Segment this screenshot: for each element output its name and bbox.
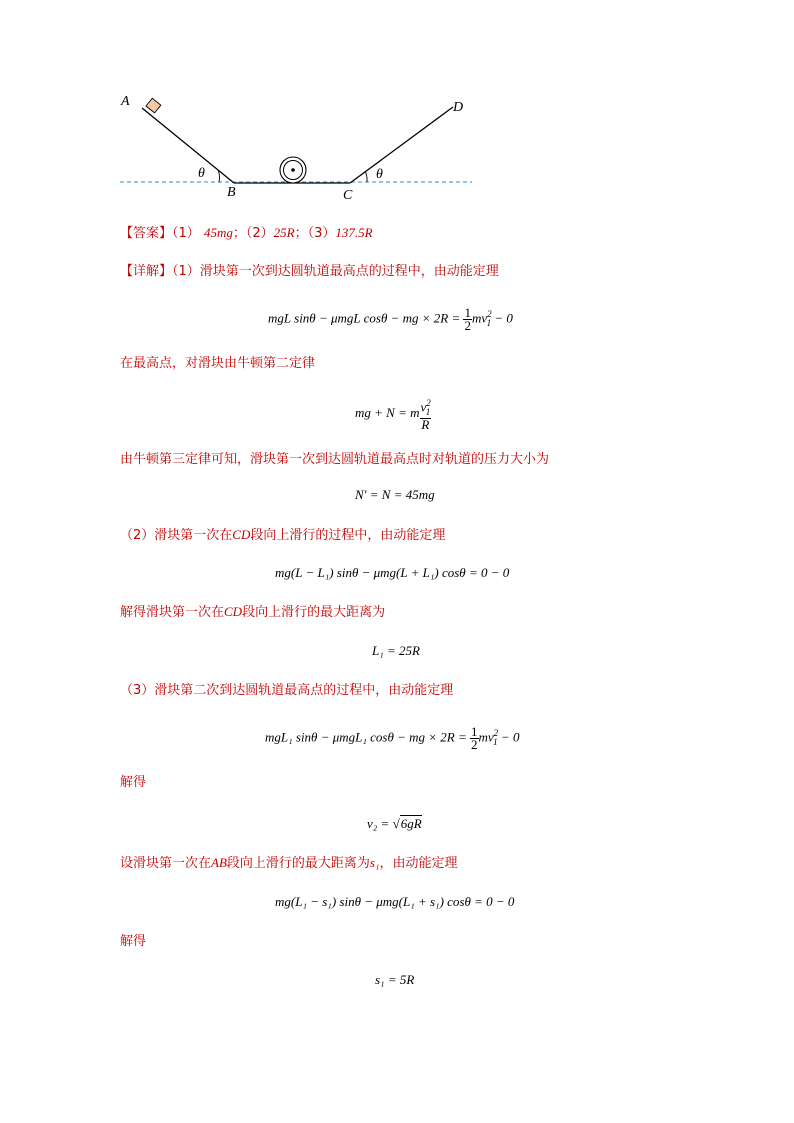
- equation-4: mg(L − L₁) sinθ − μmg(L + L₁) cosθ = 0 − 0: [275, 565, 510, 580]
- eq6-frac-den: 2: [471, 736, 478, 752]
- eq2-num-sub: 1: [425, 406, 431, 417]
- eq1-right: mv: [471, 310, 488, 326]
- text-7: 解得: [120, 775, 147, 790]
- eq6-fraction: [470, 723, 479, 752]
- slider-block: [146, 98, 161, 113]
- eq1-frac-num: 1: [464, 304, 471, 320]
- detail-intro: （1）滑块第一次到达圆轨道最高点的过程中，由动能定理: [172, 264, 499, 279]
- answer-sep1: ；: [232, 226, 246, 241]
- answer-line: [120, 224, 373, 243]
- answer-part1-val: 45mg: [203, 225, 233, 240]
- eq1-frac-den: 2: [464, 317, 471, 333]
- equation-5: L₁ = 25R: [372, 643, 420, 658]
- equation-7: [367, 815, 422, 833]
- point-c-label: C: [343, 188, 353, 203]
- text8-b: 段向上滑行的最大距离为: [226, 856, 370, 871]
- text-3: 由牛顿第三定律可知，滑块第一次到达圆轨道最高点时对轨道的压力大小为: [120, 452, 550, 467]
- sqrt-icon: √: [392, 816, 400, 831]
- answer-part2-val: 25R: [273, 225, 295, 240]
- answer-label: 【答案】: [120, 226, 173, 241]
- answer-sep2: ；: [294, 226, 308, 241]
- text-2: 在最高点，对滑块由牛顿第二定律: [120, 356, 316, 371]
- equation-6: [265, 724, 519, 751]
- eq2-left: mg + N = m: [355, 404, 420, 420]
- detail-label: 【详解】: [120, 264, 173, 279]
- eq1-left: mgL sinθ − μmgL cosθ − mg × 2R =: [268, 310, 461, 326]
- equation-2: [355, 397, 431, 431]
- text5-cd: CD: [224, 604, 243, 619]
- point-d-label: D: [453, 100, 464, 115]
- text-8: [120, 854, 458, 873]
- angle-right-label: θ: [376, 167, 383, 182]
- eq2-num-v: v: [420, 399, 427, 415]
- detail-intro-line: [120, 263, 499, 281]
- text4-cd: CD: [232, 527, 251, 542]
- text8-ab: AB: [211, 855, 227, 870]
- equation-1: [268, 305, 513, 332]
- text8-s: s₁: [369, 855, 380, 870]
- eq6-tail: − 0: [497, 729, 520, 745]
- eq7-radicand: 6gR: [400, 816, 422, 831]
- point-a-label: A: [121, 94, 130, 109]
- eq1-tail: − 0: [491, 310, 513, 326]
- incline-ab: [142, 108, 234, 183]
- answer-part1-num: （1）: [172, 226, 200, 241]
- text8-c: ，由动能定理: [379, 856, 458, 871]
- eq6-sub: 1: [493, 736, 498, 747]
- eq1-sub: 1: [486, 317, 492, 328]
- text5-b: 段向上滑行的最大距离为: [242, 605, 386, 620]
- text-5: [120, 603, 385, 622]
- angle-arc-right: [365, 171, 367, 182]
- eq2-num-sup: 2: [426, 398, 431, 408]
- text-9: 解得: [120, 934, 147, 949]
- answer-part3-val: 137.5R: [335, 225, 373, 240]
- eq6-right: mv: [478, 729, 494, 745]
- equation-3: N′ = N = 45mg: [355, 487, 435, 502]
- track-diagram: [110, 90, 490, 215]
- eq2-num: [420, 397, 432, 419]
- eq6-left: mgL₁ sinθ − μmgL₁ cosθ − mg × 2R =: [265, 729, 467, 745]
- text-6: （3）滑块第二次到达圆轨道最高点的过程中，由动能定理: [120, 683, 454, 698]
- eq1-sup: 2: [487, 309, 492, 319]
- circular-track: [280, 157, 306, 183]
- eq6-frac-num: 1: [471, 723, 478, 739]
- point-b-label: B: [227, 185, 236, 200]
- answer-part3-num: （3）: [307, 226, 336, 241]
- eq7-left: v₂ =: [367, 816, 393, 831]
- equation-8: mg(L₁ − s₁) sinθ − μmg(L₁ + s₁) cosθ = 0 − 0: [275, 894, 515, 909]
- eq1-fraction: [463, 304, 472, 333]
- eq6-sup: 2: [493, 728, 499, 738]
- answer-part2-num: （2）: [245, 226, 274, 241]
- equation-9: s₁ = 5R: [375, 972, 415, 987]
- eq2-den: R: [421, 416, 430, 432]
- text4-b: 段向上滑行的过程中，由动能定理: [250, 528, 446, 543]
- angle-left-label: θ: [198, 166, 205, 181]
- text-4: [120, 526, 445, 545]
- text4-a: （2）滑块第一次在: [120, 528, 233, 543]
- eq2-fraction: [420, 397, 432, 431]
- text8-a: 设滑块第一次在: [120, 856, 212, 871]
- text5-a: 解得滑块第一次在: [120, 605, 225, 620]
